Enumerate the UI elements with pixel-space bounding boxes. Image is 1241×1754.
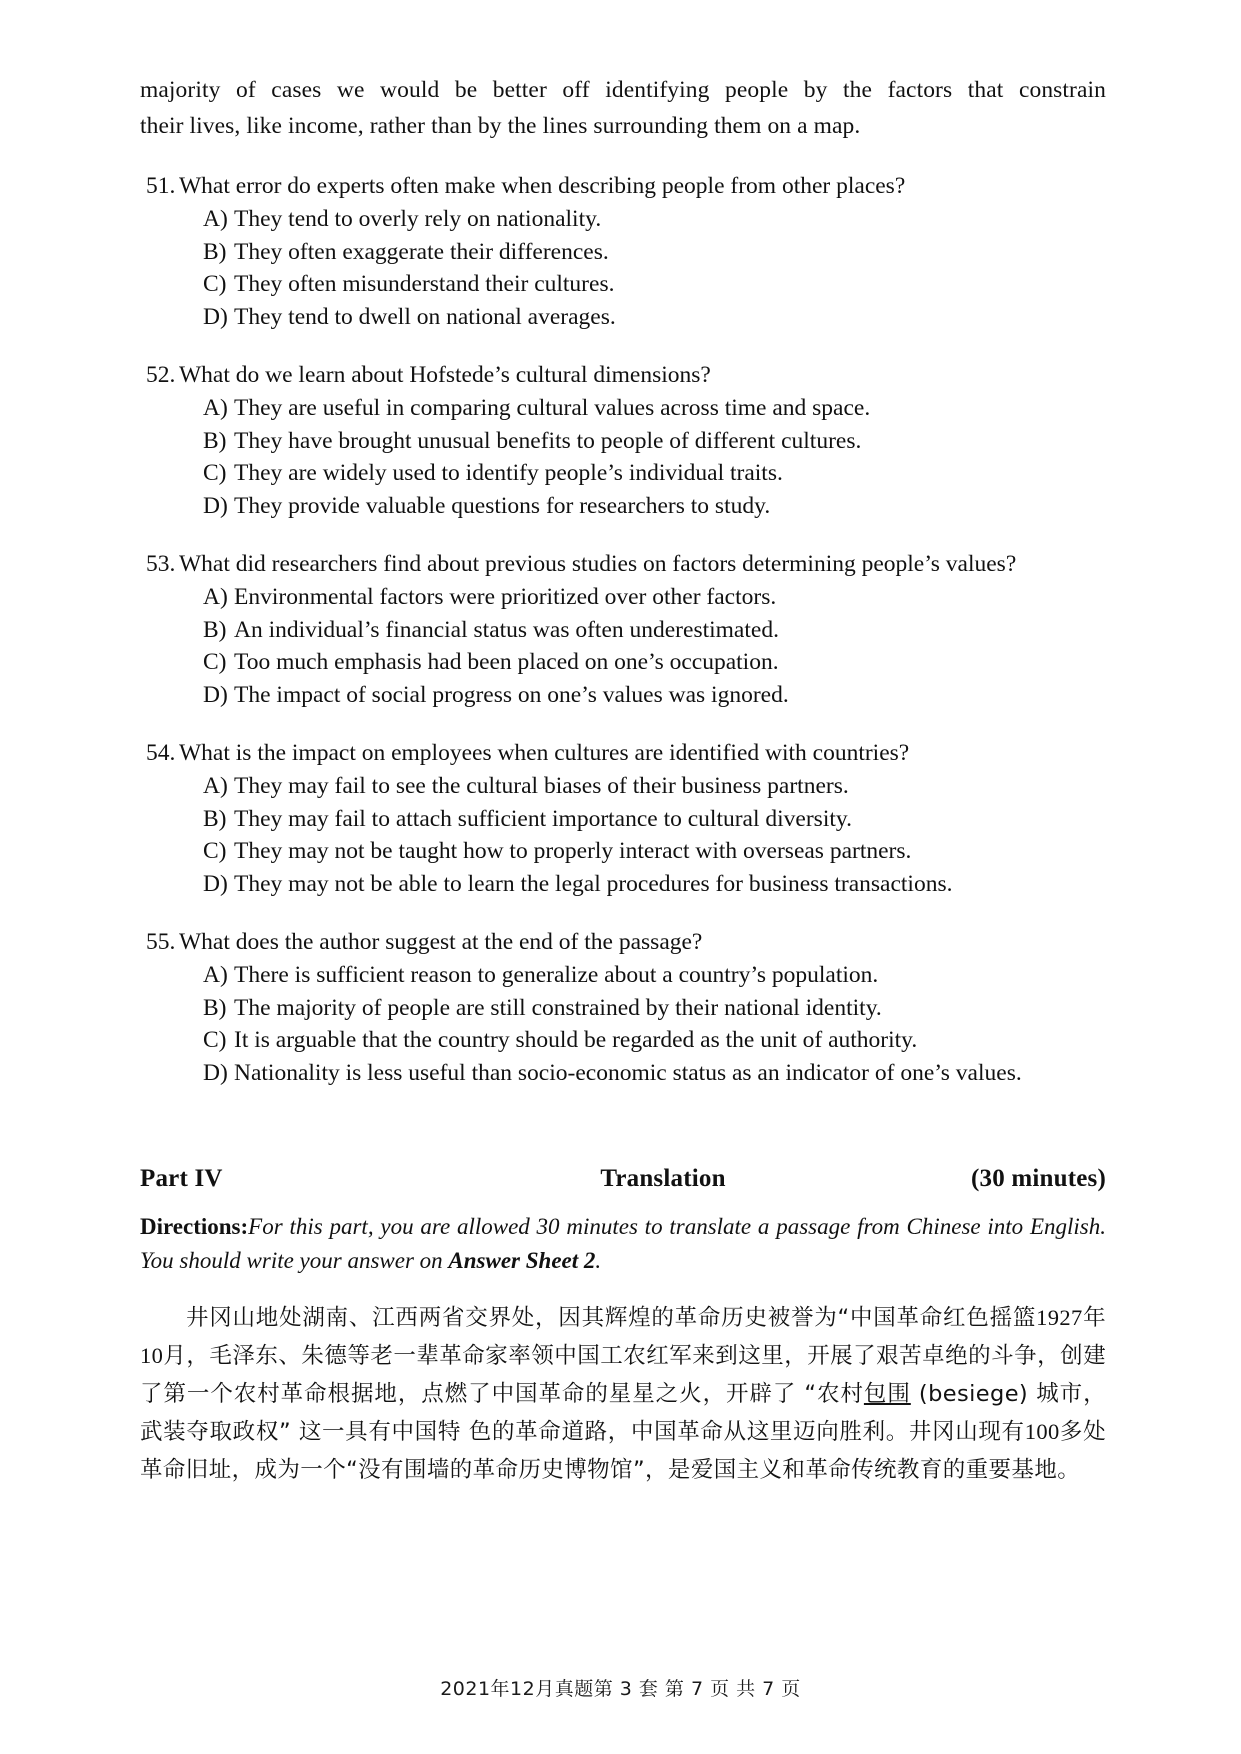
option-text: They may fail to see the cultural biases of their business partners. (234, 773, 849, 799)
option-label: C) (203, 838, 227, 864)
cn-seg-nian: 年 (1082, 1305, 1106, 1331)
option-text: An individual’s financial status was often underestimated. (234, 616, 779, 643)
option-a[interactable] (140, 392, 1106, 425)
option-label: D) (203, 1059, 228, 1086)
option-label: C) (203, 271, 227, 297)
option-text: They tend to dwell on national averages. (234, 303, 616, 330)
cn-month-10: 10 (140, 1343, 164, 1368)
passage-tail (140, 72, 1106, 144)
cn-seg-1: 井冈山地处湖南、江西两省交界处，因其辉煌的革命历史被誉为“中国革命红色摇篮 (186, 1305, 1037, 1331)
part-title: Translation (600, 1165, 726, 1192)
option-label: A) (203, 206, 228, 232)
option-text: The impact of social progress on one’s values was ignored. (234, 681, 789, 708)
question-number: 52. (146, 362, 176, 388)
option-d[interactable] (140, 1057, 1106, 1090)
part-label: Part IV (140, 1165, 223, 1192)
option-label: B) (203, 994, 227, 1021)
option-d[interactable] (140, 679, 1106, 712)
option-a[interactable] (140, 770, 1106, 803)
option-d[interactable] (140, 301, 1106, 334)
option-c[interactable] (140, 457, 1106, 490)
option-b[interactable] (140, 992, 1106, 1025)
option-text: They provide valuable questions for researchers to study. (234, 492, 771, 519)
option-label: B) (203, 238, 227, 265)
directions-label: Directions: (140, 1214, 249, 1239)
option-a[interactable] (140, 959, 1106, 992)
question-number: 53. (146, 551, 176, 577)
question-54 (140, 737, 1106, 900)
question-stem (140, 737, 1106, 770)
passage-line-1: majority of cases we would be better off identifying people by the factors that constrain (140, 77, 1106, 103)
directions-text-a: For this part, you are allowed 30 minutes to translate a passage from Chinese into English. You should write your answer on (140, 1214, 1106, 1273)
option-c[interactable] (140, 1024, 1106, 1057)
option-c[interactable] (140, 646, 1106, 679)
question-stem (140, 359, 1106, 392)
question-text: What do we learn about Hofstede’s cultural dimensions? (179, 362, 711, 388)
cn-seg-5: 月，毛泽东、朱德等老一辈革命家率领中国工农红军来到这里，开展了艰苦卓绝的斗争，创建了第一个农村革命根据地，点燃了中国革命的星星之火，开辟了 “农村 (140, 1343, 1106, 1407)
option-text: They often exaggerate their differences. (234, 238, 609, 265)
question-text: What does the author suggest at the end of the passage? (179, 929, 703, 955)
option-label: D) (203, 870, 228, 897)
option-label: A) (203, 962, 228, 988)
option-b[interactable] (140, 614, 1106, 647)
option-label: B) (203, 805, 227, 832)
question-52 (140, 359, 1106, 522)
option-text: They are widely used to identify people’s individual traits. (234, 460, 783, 486)
question-51 (140, 170, 1106, 333)
option-d[interactable] (140, 868, 1106, 901)
cn-seg-8: 多处革命旧址，成为一个“没有围墙的革命历史博物馆”，是爱国主义和革命传统教育的重要基地。 (140, 1419, 1106, 1483)
option-text: Environmental factors were prioritized over other factors. (234, 584, 777, 610)
option-label: A) (203, 584, 228, 610)
option-label: A) (203, 395, 228, 421)
option-label: B) (203, 616, 227, 643)
option-text: They are useful in comparing cultural values across time and space. (234, 395, 871, 421)
answer-sheet-reference: Answer Sheet 2 (448, 1248, 596, 1273)
option-b[interactable] (140, 803, 1106, 836)
option-text: They often misunderstand their cultures. (234, 271, 615, 297)
option-text: They have brought unusual benefits to people of different cultures. (234, 427, 862, 454)
option-text: There is sufficient reason to generalize about a country’s population. (234, 962, 879, 988)
cn-seg-6: (besiege) 城市，武装夺取政权” 这一具有中国特 色的革命道路，中国革命从这里迈向胜利。井冈山现有 (140, 1381, 1106, 1445)
question-text: What error do experts often make when describing people from other places? (179, 173, 906, 199)
question-number: 55. (146, 929, 176, 955)
option-text: They may fail to attach sufficient importance to cultural diversity. (234, 805, 852, 832)
part-time-allowance: (30 minutes) (970, 1165, 1106, 1192)
option-b[interactable] (140, 236, 1106, 269)
cn-number-100: 100 (1024, 1419, 1060, 1444)
option-text: They tend to overly rely on nationality. (234, 206, 602, 232)
option-text: They may not be taught how to properly interact with overseas partners. (234, 838, 912, 864)
question-stem (140, 170, 1106, 203)
option-c[interactable] (140, 268, 1106, 301)
option-label: C) (203, 1027, 227, 1053)
option-label: A) (203, 773, 228, 799)
directions-block (140, 1210, 1106, 1278)
option-text: Too much emphasis had been placed on one’s occupation. (234, 649, 779, 675)
question-stem (140, 926, 1106, 959)
option-b[interactable] (140, 425, 1106, 458)
option-c[interactable] (140, 835, 1106, 868)
option-d[interactable] (140, 490, 1106, 523)
question-text: What did researchers find about previous studies on factors determining people’s values? (179, 551, 1017, 577)
cn-year-1927: 1927 (1036, 1305, 1083, 1330)
question-number: 54. (146, 740, 176, 766)
option-text: The majority of people are still constrained by their national identity. (234, 994, 882, 1021)
option-label: B) (203, 427, 227, 454)
option-label: C) (203, 649, 227, 675)
option-a[interactable] (140, 581, 1106, 614)
option-text: It is arguable that the country should be regarded as the unit of authority. (234, 1027, 918, 1053)
option-label: D) (203, 303, 228, 330)
directions-text-b: . (595, 1248, 602, 1273)
option-text: Nationality is less useful than socio-economic status as an indicator of one’s values. (234, 1059, 1022, 1086)
option-text: They may not be able to learn the legal procedures for business transactions. (234, 870, 953, 897)
question-55 (140, 926, 1106, 1089)
question-stem (140, 548, 1106, 581)
page-footer: 2021年12月真题第 3 套 第 7 页 共 7 页 (440, 1678, 801, 1700)
question-text: What is the impact on employees when cultures are identified with countries? (179, 740, 910, 766)
translation-source-passage (140, 1299, 1106, 1489)
question-53 (140, 548, 1106, 711)
option-label: D) (203, 681, 228, 708)
part-four-heading (140, 1165, 1106, 1193)
option-label: C) (203, 460, 227, 486)
option-a[interactable] (140, 203, 1106, 236)
passage-line-2: their lives, like income, rather than by the lines surrounding them on a map. (140, 113, 861, 139)
option-label: D) (203, 492, 228, 519)
question-number: 51. (146, 173, 176, 199)
cn-underlined-baowei: 包围 (863, 1381, 911, 1407)
